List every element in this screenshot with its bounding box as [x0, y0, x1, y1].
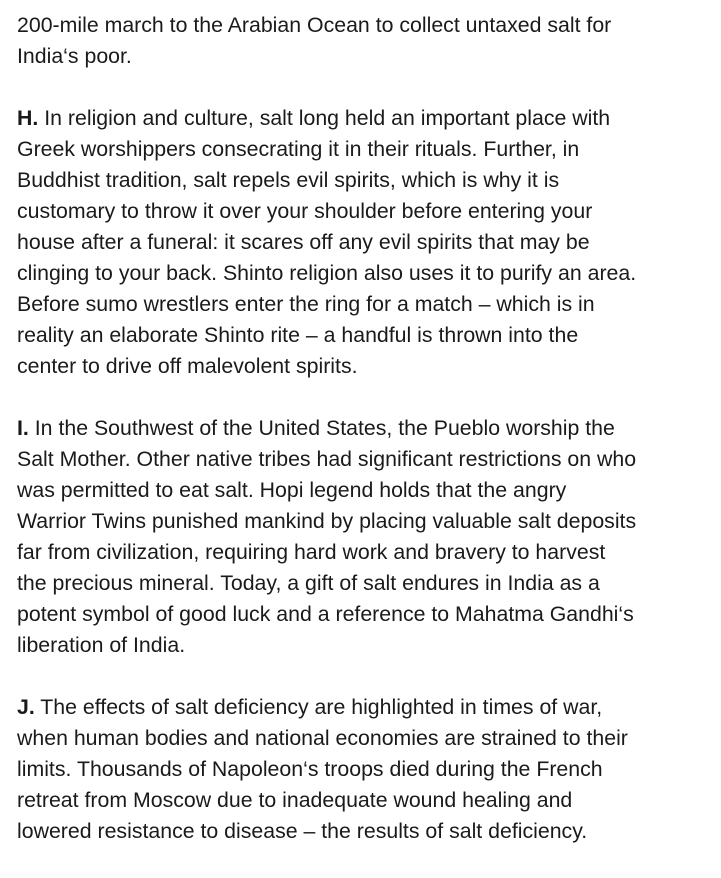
text-line: Salt Mother. Other native tribes had significant restrictions on who [17, 447, 637, 471]
paragraph-letter: H. [17, 106, 39, 130]
text-line: limits. Thousands of Napoleon‘s troops died during the French [17, 757, 603, 781]
text-line: 200-mile march to the Arabian Ocean to collect untaxed salt for [17, 13, 612, 37]
text-line: house after a funeral: it scares off any evil spirits that may be [17, 230, 590, 254]
paragraph-j [17, 692, 717, 847]
text-line: liberation of India. [17, 633, 186, 657]
text-line: reality an elaborate Shinto rite – a handful is thrown into the [17, 323, 579, 347]
text-line: clinging to your back. Shinto religion also uses it to purify an area. [17, 261, 637, 285]
text-line-body: The effects of salt deficiency are highlighted in times of war, [34, 695, 603, 719]
paragraph-g-continuation [17, 10, 717, 72]
text-line: India‘s poor. [17, 44, 132, 68]
text-line-body: In religion and culture, salt long held an important place with [38, 106, 611, 130]
text-line: retreat from Moscow due to inadequate wound healing and [17, 788, 573, 812]
text-line [17, 692, 717, 723]
text-line: far from civilization, requiring hard work and bravery to harvest [17, 540, 606, 564]
text-line-body: In the Southwest of the United States, the Pueblo worship the [28, 416, 615, 440]
text-line: Greek worshippers consecrating it in their rituals. Further, in [17, 137, 580, 161]
paragraph-i [17, 413, 717, 661]
text-line: potent symbol of good luck and a reference to Mahatma Gandhi‘s [17, 602, 634, 626]
text-line: Warrior Twins punished mankind by placing valuable salt deposits [17, 509, 637, 533]
text-line: the precious mineral. Today, a gift of salt endures in India as a [17, 571, 600, 595]
text-line: customary to throw it over your shoulder before entering your [17, 199, 593, 223]
text-line [17, 103, 717, 134]
text-line: center to drive off malevolent spirits. [17, 354, 358, 378]
paragraph-letter: I. [17, 416, 29, 440]
paragraph-h [17, 103, 717, 382]
document-page [17, 10, 717, 878]
text-line: when human bodies and national economies are strained to their [17, 726, 628, 750]
text-line: was permitted to eat salt. Hopi legend holds that the angry [17, 478, 567, 502]
paragraph-letter: J. [17, 695, 35, 719]
text-line: Buddhist tradition, salt repels evil spirits, which is why it is [17, 168, 560, 192]
text-line: Before sumo wrestlers enter the ring for a match – which is in [17, 292, 595, 316]
text-line: lowered resistance to disease – the results of salt deficiency. [17, 819, 588, 843]
text-line [17, 413, 717, 444]
